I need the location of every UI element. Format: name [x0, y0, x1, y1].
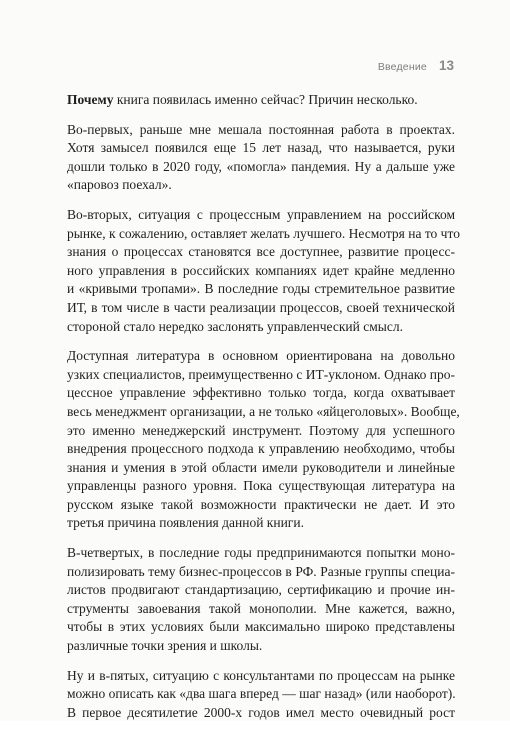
running-head: [378, 58, 454, 73]
text-line: стороной стало нередко заслонять управленческий смысл.: [67, 318, 403, 334]
text-line: это именно менеджерский инструмент. Поэтому для успешного: [67, 422, 455, 438]
paragraph: [67, 667, 455, 723]
text-line: Ну и в-пятых, ситуацию с консультантами по процессам на рынке: [67, 667, 455, 683]
text-line: полизировать тему бизнес-процессов в РФ. Разные группы специа-: [67, 563, 455, 579]
text-line: знания о процессах становятся все доступнее, развитие процесс-: [67, 244, 455, 260]
text-line: можно описать как «два шага вперед — шаг назад» (или наоборот).: [67, 686, 456, 702]
text-line: Хотя замысел появился еще 15 лет назад, что называется, руки: [67, 140, 455, 156]
text-line: третья причина появления данной книги.: [67, 515, 304, 531]
text-line: весь менеджмент организации, а не только «яйцеголовых». Вообще,: [67, 403, 460, 419]
text-line: рынке, к сожалению, оставляет желать лучшего. Несмотря на то что: [67, 225, 460, 241]
text-line: Во-первых, раньше мне мешала постоянная работа в проектах.: [67, 121, 455, 137]
text-line: В-четвертых, в последние годы предпринимаются попытки моно-: [67, 545, 455, 561]
text-line: цессное управление эффективно только тогда, когда охватывает: [67, 385, 455, 401]
text-line: [67, 91, 455, 110]
text-line: знания и умения в этой области имели руководители и линейные: [67, 459, 455, 475]
paragraph: [67, 121, 455, 195]
text-line: управленцы разного уровня. Пока существующая литература на: [67, 478, 455, 494]
text-run: книга появилась именно сейчас? Причин несколько.: [113, 92, 418, 107]
lead-word: Почему: [67, 92, 114, 107]
text-line: дошли только в 2020 году, «помогла» пандемия. Ну а дальше уже: [67, 158, 455, 174]
text-line: русском языке такой возможности практически не дает. И это: [67, 496, 455, 512]
text-line: Доступная литература в основном ориентирована на довольно: [67, 348, 455, 364]
paragraph: [67, 206, 460, 336]
text-line: «паровоз поехал».: [67, 177, 172, 193]
text-line: Во-вторых, ситуация с процессным управлением на российском: [67, 206, 455, 222]
text-line: различные точки зрения и школы.: [67, 638, 263, 654]
text-line: ИТ, в том числе в части реализации процессов, своей технической: [67, 299, 455, 315]
text-line: узких специалистов, преимущественно с ИТ-уклоном. Однако про-: [67, 366, 455, 382]
text-line: внедрения процессного подхода к управлению необходимо, чтобы: [67, 441, 455, 457]
body-text: [67, 91, 460, 733]
section-title: Введение: [377, 61, 427, 73]
paragraph: [67, 544, 455, 656]
text-line: В первое десятилетие 2000-х годов имел место очевидный рост: [67, 704, 455, 720]
text-line: ного управления в российских компаниях идет крайне медленно: [67, 262, 455, 278]
text-line: чтобы в этих условиях были максимально широко представлены: [67, 619, 455, 635]
text-line: листов продвигают стандартизацию, сертификацию и прочие ин-: [67, 582, 455, 598]
paragraph: [67, 347, 460, 533]
page-number: 13: [438, 58, 454, 73]
paragraph: [67, 91, 455, 110]
text-line: и «кривыми тропами». В последние годы стремительное развитие: [67, 281, 455, 297]
text-line: струменты завоевания такой монополии. Мне кажется, важно,: [67, 600, 455, 616]
